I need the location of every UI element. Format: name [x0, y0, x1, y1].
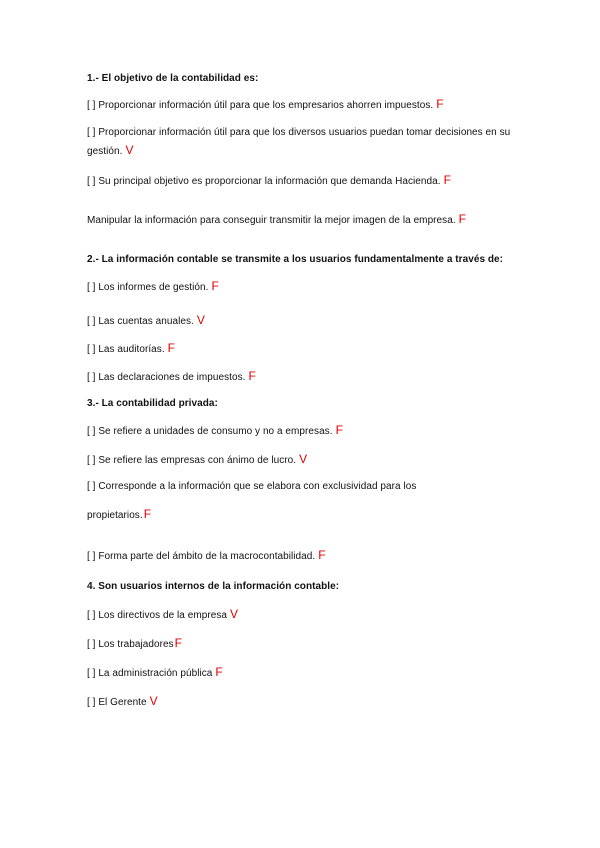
answer-mark: V	[196, 313, 205, 327]
option-text: [ ] Se refiere a unidades de consumo y no a empresas.	[87, 426, 333, 437]
q1-option-2: [ ] Proporcionar información útil para que los diversos usuarios puedan tomar decisiones en su	[87, 127, 511, 138]
option-text: [ ] Las declaraciones de impuestos.	[87, 372, 246, 383]
answer-mark: F	[215, 665, 223, 679]
q3-option-4	[87, 549, 326, 563]
option-text: [ ] Los informes de gestión.	[87, 282, 209, 293]
option-text: gestión.	[87, 146, 123, 157]
q3-option-3-cont	[87, 508, 151, 522]
answer-mark: F	[458, 212, 467, 226]
q3-option-1	[87, 424, 343, 438]
option-text: [ ] Su principal objetivo es proporcionar la información que demanda Hacienda.	[87, 176, 441, 187]
option-text: [ ] Proporcionar información útil para que los empresarios ahorren impuestos.	[87, 100, 434, 111]
q2-option-3	[87, 342, 175, 356]
answer-mark: V	[230, 607, 239, 621]
option-text: [ ] Se refiere las empresas con ánimo de lucro.	[87, 455, 297, 466]
option-text: Manipular la información para conseguir transmitir la mejor imagen de la empresa.	[87, 215, 456, 226]
answer-mark: F	[318, 548, 326, 562]
q4-option-4	[87, 695, 158, 709]
answer-mark: F	[211, 279, 219, 293]
option-text: [ ] La administración pública	[87, 668, 213, 679]
q3-option-3: [ ] Corresponde a la información que se elabora con exclusividad para los	[87, 481, 417, 492]
answer-mark: V	[125, 143, 134, 157]
q4-option-1	[87, 608, 238, 622]
option-text: [ ] Los directivos de la empresa	[87, 610, 227, 621]
q4-option-3	[87, 666, 223, 680]
answer-mark: F	[436, 97, 444, 111]
answer-mark: F	[443, 173, 451, 187]
q2-option-4	[87, 370, 256, 384]
answer-mark: F	[248, 369, 256, 383]
question-2-title: 2.- La información contable se transmite a los usuarios fundamentalmente a través de:	[87, 254, 504, 265]
q3-option-2	[87, 453, 307, 467]
answer-mark: F	[143, 507, 152, 521]
q1-option-1	[87, 98, 444, 112]
q1-option-2-cont	[87, 144, 134, 158]
answer-mark: F	[174, 636, 182, 650]
q4-option-2	[87, 637, 182, 651]
answer-mark: V	[149, 694, 158, 708]
answer-mark: F	[167, 341, 176, 355]
option-text: [ ] Forma parte del ámbito de la macrocontabilidad.	[87, 551, 316, 562]
question-4-title: 4. Son usuarios internos de la información contable:	[87, 581, 340, 592]
question-3-title: 3.- La contabilidad privada:	[87, 398, 218, 409]
answer-mark: V	[299, 452, 308, 466]
option-text: propietarios.	[87, 510, 143, 521]
q2-option-1	[87, 280, 219, 294]
option-text: [ ] Las auditorías.	[87, 344, 165, 355]
answer-mark: F	[335, 423, 343, 437]
option-text: [ ] Los trabajadores	[87, 639, 174, 650]
option-text: [ ] El Gerente	[87, 697, 147, 708]
question-1-title: 1.- El objetivo de la contabilidad es:	[87, 73, 259, 84]
option-text: [ ] Las cuentas anuales.	[87, 316, 194, 327]
q2-option-2	[87, 314, 205, 328]
q1-option-4	[87, 213, 466, 227]
q1-option-3	[87, 174, 451, 188]
